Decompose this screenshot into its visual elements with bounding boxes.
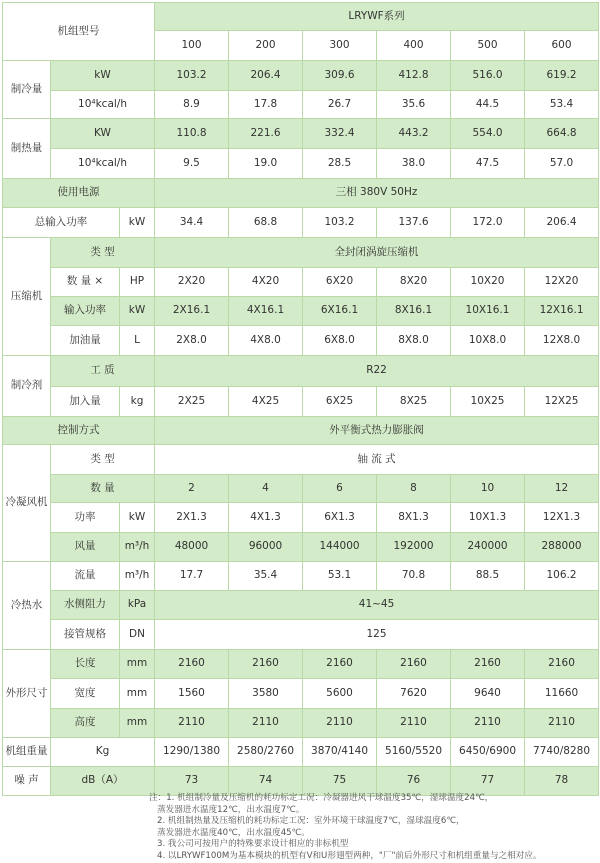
table-cell: 2160 — [229, 650, 303, 679]
table-cell: 功率 — [51, 503, 120, 533]
table-cell: 664.8 — [525, 119, 599, 149]
table-cell: 4X1.3 — [229, 503, 303, 533]
table-cell: 12 — [525, 475, 599, 503]
table-cell: 4 — [229, 475, 303, 503]
table-cell: 103.2 — [155, 61, 229, 91]
table-cell: kg — [120, 387, 155, 417]
table-cell: 28.5 — [303, 149, 377, 179]
table-cell: 8 — [377, 475, 451, 503]
table-cell: 2110 — [155, 709, 229, 738]
table-cell: dB（A） — [51, 767, 155, 796]
table-cell: kPa — [120, 591, 155, 620]
table-cell: 全封闭涡旋压缩机 — [155, 238, 599, 268]
table-cell: 53.1 — [303, 562, 377, 591]
table-cell: 4X8.0 — [229, 326, 303, 356]
table-row — [3, 238, 599, 268]
table-cell: 三相 380V 50Hz — [155, 179, 599, 208]
table-cell: 2X25 — [155, 387, 229, 417]
table-row — [3, 650, 599, 679]
table-cell: 类 型 — [51, 238, 155, 268]
table-cell: 48000 — [155, 533, 229, 562]
table-cell: 10X16.1 — [451, 297, 525, 326]
spec-table — [2, 2, 599, 796]
table-cell: 流量 — [51, 562, 120, 591]
table-row — [3, 297, 599, 326]
table-cell: 96000 — [229, 533, 303, 562]
table-row — [3, 562, 599, 591]
table-cell: 47.5 — [451, 149, 525, 179]
table-cell: 2110 — [451, 709, 525, 738]
table-row — [3, 149, 599, 179]
table-cell: 6X8.0 — [303, 326, 377, 356]
table-cell: 输入功率 — [51, 297, 120, 326]
table-cell: 高度 — [51, 709, 120, 738]
table-cell: 206.4 — [229, 61, 303, 91]
table-row — [3, 620, 599, 650]
table-cell: 1290/1380 — [155, 738, 229, 767]
note-1-cont: 蒸发器进水温度12℃，出水温度7℃。 — [157, 804, 305, 815]
table-cell: 冷凝风机 — [3, 445, 51, 562]
table-cell: 5600 — [303, 679, 377, 709]
spec-table-body — [3, 3, 599, 796]
table-row — [3, 475, 599, 503]
table-cell: 106.2 — [525, 562, 599, 591]
table-cell: 4X16.1 — [229, 297, 303, 326]
table-cell: 压缩机 — [3, 238, 51, 356]
table-cell: 制冷量 — [3, 61, 51, 119]
table-cell: 19.0 — [229, 149, 303, 179]
table-row — [3, 326, 599, 356]
table-cell: 10 — [451, 475, 525, 503]
table-cell: 3580 — [229, 679, 303, 709]
table-row — [3, 591, 599, 620]
table-cell: 2160 — [525, 650, 599, 679]
table-row — [3, 709, 599, 738]
table-cell: 70.8 — [377, 562, 451, 591]
table-cell: 412.8 — [377, 61, 451, 91]
table-cell: mm — [120, 679, 155, 709]
table-cell: 数 量 — [51, 475, 155, 503]
table-cell: 3870/4140 — [303, 738, 377, 767]
table-cell: 水侧阻力 — [51, 591, 120, 620]
table-cell: 8X8.0 — [377, 326, 451, 356]
table-cell: 73 — [155, 767, 229, 796]
table-cell: 17.7 — [155, 562, 229, 591]
table-cell: L — [120, 326, 155, 356]
table-cell: 2110 — [303, 709, 377, 738]
table-cell: 76 — [377, 767, 451, 796]
table-row — [3, 61, 599, 91]
table-cell: 2110 — [525, 709, 599, 738]
table-cell: 外形尺寸 — [3, 650, 51, 738]
footnotes — [149, 793, 594, 863]
table-cell: 使用电源 — [3, 179, 155, 208]
table-cell: R22 — [155, 356, 599, 387]
table-cell: 12X1.3 — [525, 503, 599, 533]
table-cell: 17.8 — [229, 91, 303, 119]
table-cell: 6X20 — [303, 268, 377, 297]
table-cell: 9.5 — [155, 149, 229, 179]
model-number-cell: 400 — [377, 31, 451, 61]
table-cell: 6X16.1 — [303, 297, 377, 326]
table-cell: 2X1.3 — [155, 503, 229, 533]
table-cell: 240000 — [451, 533, 525, 562]
table-cell: 噪 声 — [3, 767, 51, 796]
table-cell: 5160/5520 — [377, 738, 451, 767]
model-number-cell: 300 — [303, 31, 377, 61]
table-cell: 冷热水 — [3, 562, 51, 650]
table-cell: 34.4 — [155, 208, 229, 238]
table-cell: 2X20 — [155, 268, 229, 297]
table-cell: 110.8 — [155, 119, 229, 149]
table-row — [3, 767, 599, 796]
table-cell: 类 型 — [51, 445, 155, 475]
table-cell: 2X16.1 — [155, 297, 229, 326]
table-row — [3, 417, 599, 445]
table-cell: 轴 流 式 — [155, 445, 599, 475]
table-row — [3, 179, 599, 208]
table-cell: KW — [51, 119, 155, 149]
table-row — [3, 503, 599, 533]
table-cell: 2160 — [451, 650, 525, 679]
note-3: 3. 我公司可按用户的特殊要求设计相应的非标机型 — [157, 839, 349, 850]
table-cell: 2580/2760 — [229, 738, 303, 767]
table-row — [3, 356, 599, 387]
table-cell: 2110 — [229, 709, 303, 738]
table-cell: 35.4 — [229, 562, 303, 591]
note-4: 4. 以LRYWF100M为基本模块的机型有V和U形翅型两种，"厂"前后外形尺寸和机组重量与之相对应。 — [157, 850, 542, 861]
table-cell: 2160 — [377, 650, 451, 679]
table-row — [3, 387, 599, 417]
table-row — [3, 268, 599, 297]
model-number-cell: 600 — [525, 31, 599, 61]
table-cell: DN — [120, 620, 155, 650]
table-cell: 2110 — [377, 709, 451, 738]
table-cell: 57.0 — [525, 149, 599, 179]
table-cell: mm — [120, 709, 155, 738]
table-cell: 数 量 × — [51, 268, 120, 297]
table-row — [3, 91, 599, 119]
table-cell: kW — [120, 503, 155, 533]
table-cell: 8X25 — [377, 387, 451, 417]
note-2: 2. 机组制热量及压缩机的耗功标定工况：室外环境干球温度7℃，湿球温度6℃， — [157, 816, 465, 827]
table-row — [3, 679, 599, 709]
table-cell: 4X20 — [229, 268, 303, 297]
table-cell: 10X8.0 — [451, 326, 525, 356]
table-cell: 443.2 — [377, 119, 451, 149]
table-cell: 53.4 — [525, 91, 599, 119]
table-cell: 68.8 — [229, 208, 303, 238]
note-1: 注：1. 机组制冷量及压缩机的耗功标定工况：冷凝器进风干球温度35℃，湿球温度24℃， — [149, 793, 494, 803]
table-cell: 8.9 — [155, 91, 229, 119]
table-cell: 6X25 — [303, 387, 377, 417]
table-cell: 554.0 — [451, 119, 525, 149]
table-cell: 9640 — [451, 679, 525, 709]
table-cell: 144000 — [303, 533, 377, 562]
series-cell: LRYWF系列 — [155, 3, 599, 31]
table-row — [3, 119, 599, 149]
table-cell: 619.2 — [525, 61, 599, 91]
table-cell: 长度 — [51, 650, 120, 679]
table-cell: 6 — [303, 475, 377, 503]
table-cell: 78 — [525, 767, 599, 796]
table-cell: 75 — [303, 767, 377, 796]
table-cell: 6X1.3 — [303, 503, 377, 533]
table-cell: 38.0 — [377, 149, 451, 179]
model-number-cell: 200 — [229, 31, 303, 61]
table-cell: 12X20 — [525, 268, 599, 297]
table-cell: 7620 — [377, 679, 451, 709]
table-cell: 10X1.3 — [451, 503, 525, 533]
table-cell: 516.0 — [451, 61, 525, 91]
table-cell: 137.6 — [377, 208, 451, 238]
table-cell: 8X1.3 — [377, 503, 451, 533]
table-row — [3, 445, 599, 475]
table-cell: 77 — [451, 767, 525, 796]
table-cell: 10X20 — [451, 268, 525, 297]
table-cell: 加油量 — [51, 326, 120, 356]
table-cell: 加入量 — [51, 387, 120, 417]
table-cell: 125 — [155, 620, 599, 650]
table-cell: kW — [120, 208, 155, 238]
table-cell: 风量 — [51, 533, 120, 562]
table-cell: kW — [120, 297, 155, 326]
table-cell: 2X8.0 — [155, 326, 229, 356]
table-row — [3, 738, 599, 767]
table-cell: 309.6 — [303, 61, 377, 91]
table-cell: 221.6 — [229, 119, 303, 149]
table-cell: 41~45 — [155, 591, 599, 620]
table-cell: 35.6 — [377, 91, 451, 119]
table-cell: m³/h — [120, 533, 155, 562]
table-cell: 172.0 — [451, 208, 525, 238]
table-cell: 2160 — [155, 650, 229, 679]
model-label-cell: 机组型号 — [3, 3, 155, 61]
table-cell: 332.4 — [303, 119, 377, 149]
table-cell: 10⁴kcal/h — [51, 91, 155, 119]
table-cell: 6450/6900 — [451, 738, 525, 767]
table-cell: 12X25 — [525, 387, 599, 417]
table-cell: 制热量 — [3, 119, 51, 179]
table-cell: 宽度 — [51, 679, 120, 709]
table-cell: 接管规格 — [51, 620, 120, 650]
table-cell: kW — [51, 61, 155, 91]
table-cell: 26.7 — [303, 91, 377, 119]
model-number-cell: 500 — [451, 31, 525, 61]
table-cell: Kg — [51, 738, 155, 767]
table-cell: 192000 — [377, 533, 451, 562]
table-cell: 206.4 — [525, 208, 599, 238]
table-cell: 10⁴kcal/h — [51, 149, 155, 179]
table-cell: 10X25 — [451, 387, 525, 417]
table-cell: 7740/8280 — [525, 738, 599, 767]
table-cell: 11660 — [525, 679, 599, 709]
table-cell: 机组重量 — [3, 738, 51, 767]
table-cell: 2160 — [303, 650, 377, 679]
header-row — [3, 3, 599, 31]
note-2-cont: 蒸发器进水温度40℃，出水温度45℃。 — [157, 827, 310, 838]
table-cell: 外平衡式热力膨胀阀 — [155, 417, 599, 445]
table-cell: 88.5 — [451, 562, 525, 591]
table-cell: 4X25 — [229, 387, 303, 417]
table-cell: HP — [120, 268, 155, 297]
table-cell: 12X8.0 — [525, 326, 599, 356]
table-cell: m³/h — [120, 562, 155, 591]
table-cell: 1560 — [155, 679, 229, 709]
table-cell: 74 — [229, 767, 303, 796]
table-cell: 103.2 — [303, 208, 377, 238]
table-cell: 12X16.1 — [525, 297, 599, 326]
table-cell: 8X20 — [377, 268, 451, 297]
table-row — [3, 208, 599, 238]
table-cell: 总输入功率 — [3, 208, 120, 238]
model-number-cell: 100 — [155, 31, 229, 61]
table-cell: 制冷剂 — [3, 356, 51, 417]
table-cell: 288000 — [525, 533, 599, 562]
table-cell: 8X16.1 — [377, 297, 451, 326]
table-row — [3, 533, 599, 562]
table-cell: mm — [120, 650, 155, 679]
table-cell: 控制方式 — [3, 417, 155, 445]
table-cell: 2 — [155, 475, 229, 503]
table-cell: 工 质 — [51, 356, 155, 387]
notes-label: 注： — [149, 793, 167, 803]
table-cell: 44.5 — [451, 91, 525, 119]
